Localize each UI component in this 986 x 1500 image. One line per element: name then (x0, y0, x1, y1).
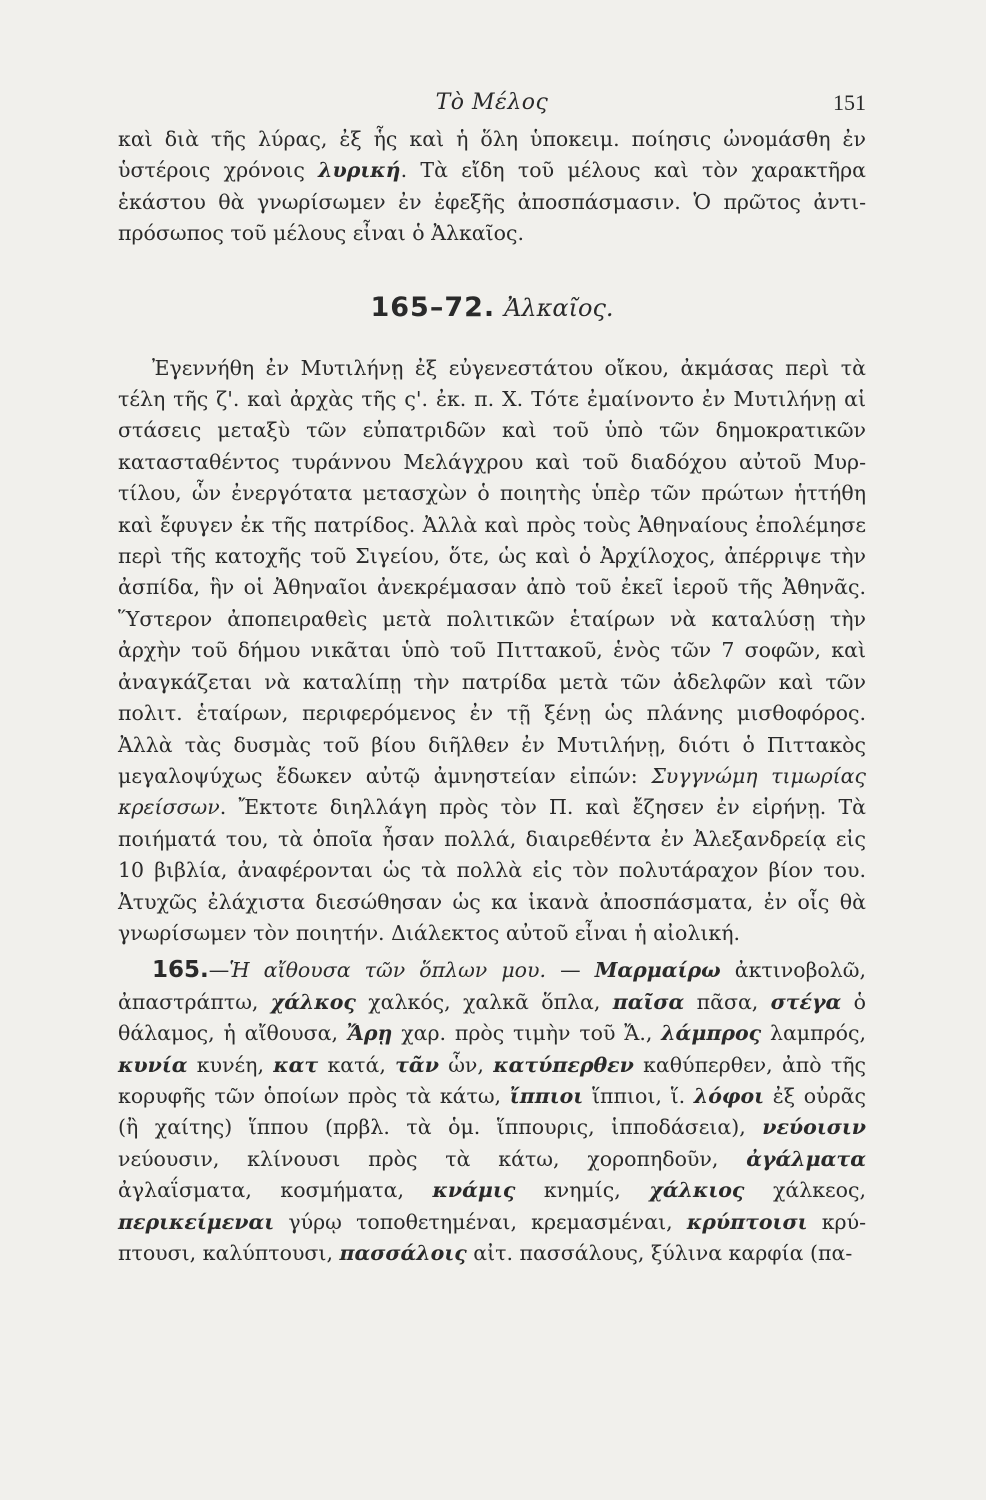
lemma: παῖσα (612, 989, 685, 1014)
lemma: Ἄρῃ (346, 1021, 393, 1046)
lemma: λάμπρος (661, 1021, 762, 1046)
section-title: Ἀλκαῖος. (504, 293, 614, 322)
lemma: κυνία (118, 1052, 188, 1077)
lemma: χάλκος (270, 989, 356, 1014)
lemma: περικείμεναι (118, 1209, 275, 1234)
quote-pittacus: Συγγνώμη τιμωρίας κρείσσων (118, 763, 866, 820)
intro-paragraph: καὶ διὰ τῆς λύρας, ἐξ ἧς καὶ ἡ ὅλη ὑποκειμ. ποίησις ὠνομάσθη ἐν ὑστέροις χρόνοις λυρική. Τὰ εἴδη τοῦ μέλους καὶ τὸν χαρακτῆρα ἑκάστου θὰ γνωρίσωμεν ἐν ἐφεξῆς ἀποσπάσμασιν. Ὁ πρῶτος ἀντιπρόσωπος τοῦ μέλους εἶναι ὁ Ἀλκαῖος. (118, 127, 866, 246)
lemma: κατύπερθεν (493, 1052, 634, 1077)
lemma: πασσάλοις (339, 1241, 467, 1265)
fragment-title: Ἡ αἴθουσα τῶν ὅπλων μου. (229, 958, 546, 983)
commentary-number: 165. (152, 957, 209, 984)
lemma: κρύπτοισι (686, 1209, 808, 1234)
lemma: χάλκιος (649, 1178, 745, 1203)
lemma: στέγα (770, 989, 842, 1014)
commentary-paragraph: 165.—Ἡ αἴθουσα τῶν ὅπλων μου. — Μαρμαίρω ἀκτινοβολῶ, ἀπαστράπτω, χάλκος χαλκός, χαλκᾶ ὅπλα, παῖσα πᾶσα, στέγα ὁ θάλαμος, ἡ αἴθουσα, Ἄρῃ χαρ. πρὸς τιμὴν τοῦ Ἄ., λάμπρος λαμπρός, κυνία κυνέη, κατ κατά, τᾶν ὧν, κατύπερθεν καθύπερθεν, ἀπὸ τῆς κορυφῆς τῶν ὁποίων πρὸς τὰ κάτω, ἴππιοι ἵππιοι, ἵ. λόφοι ἐξ οὐρᾶς (ἢ χαίτης) ἵππου (πρβλ. τὰ ὁμ. ἵππουρις, ἱπποδάσεια), νεύοισιν νεύουσιν, κλίνουσι πρὸς τὰ κάτω, χοροπηδοῦν, ἀγάλματα ἀγλαΐσματα, κοσμήματα, κνάμις κνημίς, χάλκιος χάλκεος, περικείμεναι γύρῳ τοποθετημέναι, κρεμασμέναι, κρύπτοισι κρύπτουσι, καλύπτουσι, πασσάλοις αἰτ. πασσάλους, ξύλινα καρφία (πα- (118, 957, 866, 1265)
lemma: κνάμις (432, 1178, 516, 1203)
lemma: ἴππιοι (509, 1083, 584, 1108)
section-heading (118, 292, 866, 323)
lemma: λόφοι (693, 1083, 765, 1108)
page-header (118, 82, 866, 122)
page-number: 151 (833, 90, 866, 115)
term-lyric: λυρική (318, 158, 401, 183)
running-title: Τὸ Μέλος (435, 90, 549, 115)
section-number: 165–72. (370, 291, 496, 323)
lemma: Μαρμαίρω (594, 958, 721, 983)
lemma: νεύοισιν (762, 1115, 866, 1140)
lemma: κατ (273, 1052, 319, 1077)
lemma: ἀγάλματα (746, 1146, 866, 1171)
lemma: τᾶν (395, 1052, 439, 1077)
biography-paragraph: Ἐγεννήθη ἐν Μυτιλήνῃ ἐξ εὐγενεστάτου οἴκου, ἀκμάσας περὶ τὰ τέλη τῆς ζ'. καὶ ἀρχὰς τῆς ς'. ἐκ. π. Χ. Τότε ἐμαίνοντο ἐν Μυτιλήνῃ αἱ στάσεις μεταξὺ τῶν εὐπατριδῶν καὶ τοῦ ὑπὸ τῶν δημοκρατικῶν κατασταθέντος τυράννου Μελάγχρου καὶ τοῦ διαδόχου αὐτοῦ Μυρτίλου, ὧν ἐνεργότατα μετασχὼν ὁ ποιητὴς ὑπὲρ τῶν πρώτων ἡττήθη καὶ ἔφυγεν ἐκ τῆς πατρίδος. Ἀλλὰ καὶ πρὸς τοὺς Ἀθηναίους ἐπολέμησε περὶ τῆς κατοχῆς τοῦ Σιγείου, ὅτε, ὡς καὶ ὁ Ἀρχίλοχος, ἀπέρριψε τὴν ἀσπίδα, ἣν οἱ Ἀθηναῖοι ἀνεκρέμασαν ἀπὸ τοῦ ἐκεῖ ἱεροῦ τῆς Ἀθηνᾶς. Ὕστερον ἀποπειραθεὶς μετὰ πολιτικῶν ἑταίρων νὰ καταλύσῃ τὴν ἀρχὴν τοῦ δήμου νικᾶται ὑπὸ τοῦ Πιττακοῦ, ἑνὸς τῶν 7 σοφῶν, καὶ ἀναγκάζεται νὰ καταλίπῃ τὴν πατρίδα μετὰ τῶν ἀδελφῶν καὶ τῶν πολιτ. ἑταίρων, περιφερόμενος ἐν τῇ ξένῃ ὡς πλάνης μισθοφόρος. Ἀλλὰ τὰς δυσμὰς τοῦ βίου διῆλθεν ἐν Μυτιλήνῃ, διότι ὁ Πιττακὸς μεγαλοψύχως ἔδωκεν αὐτῷ ἀμνηστείαν εἰπών: Συγγνώμη τιμωρίας κρείσσων. Ἔκτοτε διηλλάγη πρὸς τὸν Π. καὶ ἔζησεν ἐν εἰρήνῃ. Τὰ ποιήματά του, τὰ ὁποῖα ἦσαν πολλά, διαιρεθέντα ἐν Ἀλεξανδρείᾳ εἰς 10 βιβλία, ἀναφέρονται ὡς τὰ πολλὰ εἰς τὸν πολυτάραχον βίον του. Ἀτυχῶς ἐλάχιστα διεσώθησαν ὡς κα ἱκανὰ ἀποσπάσματα, ἐν οἷς θὰ γνωρίσωμεν τὸν ποιητήν. Διάλεκτος αὐτοῦ εἶναι ἡ αἰολική. (118, 355, 866, 945)
